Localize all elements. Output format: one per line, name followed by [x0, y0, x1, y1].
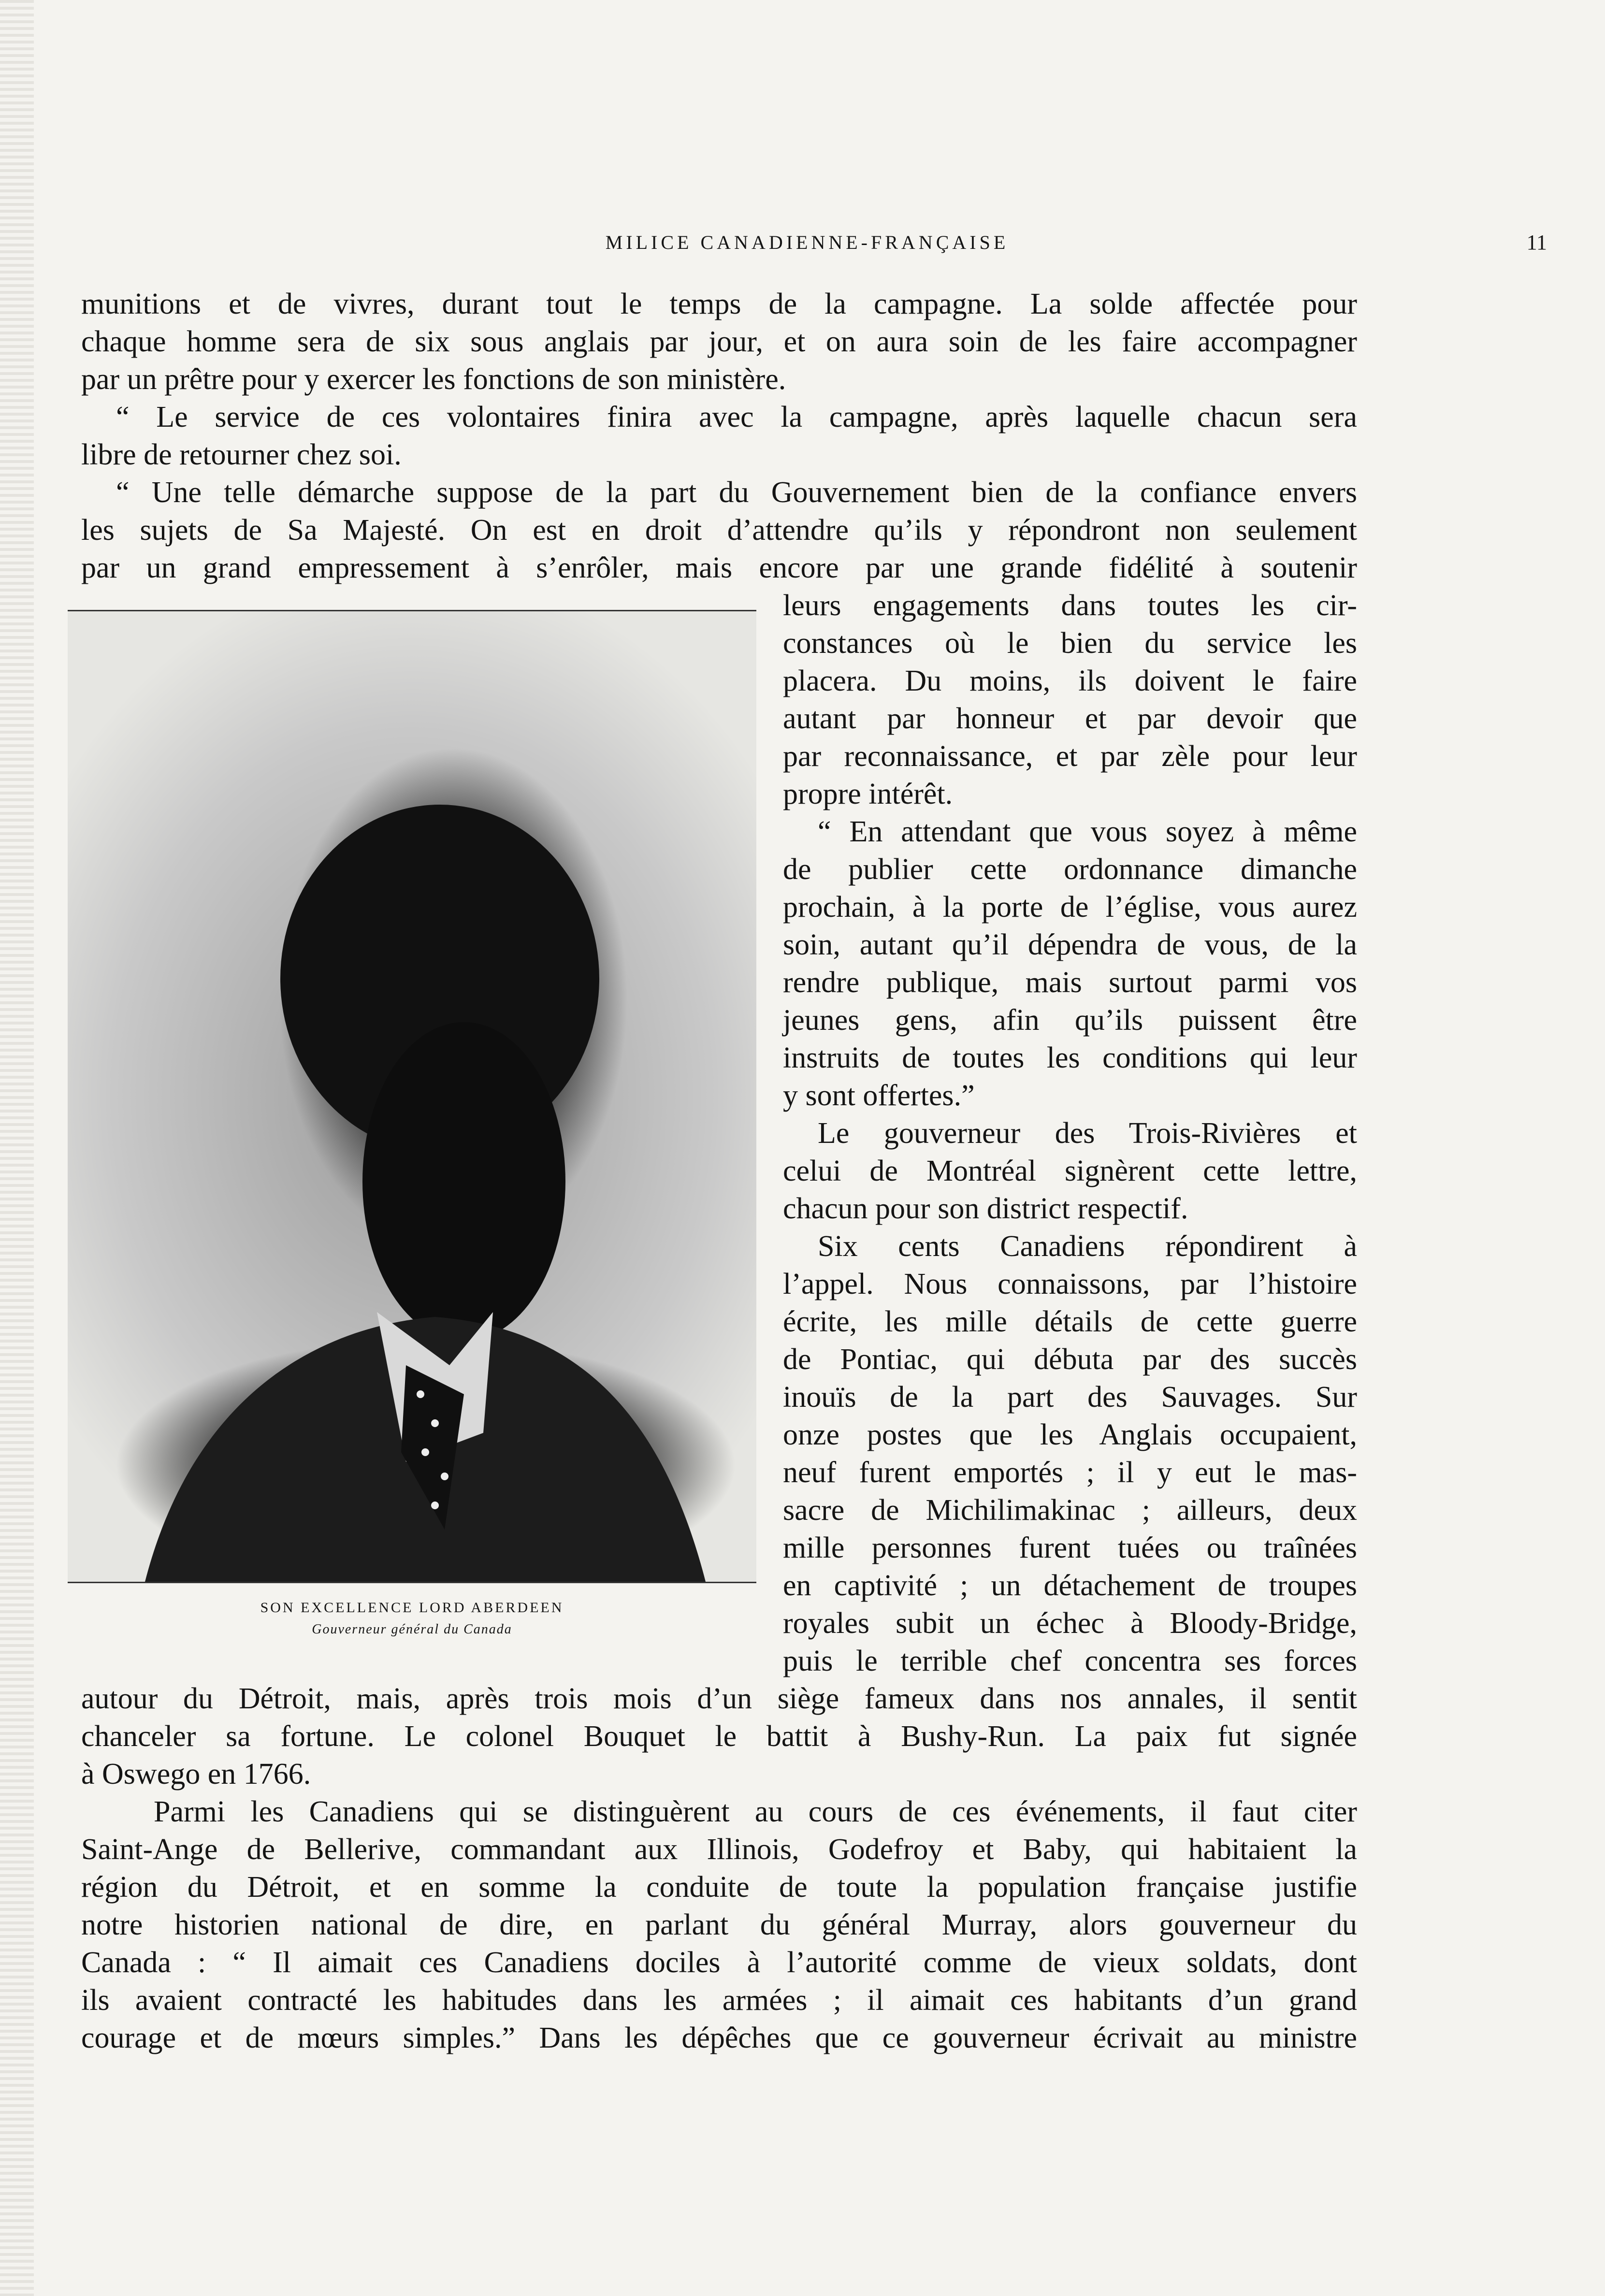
text-line: soin, autant qu’il dépendra de vous, de la [783, 928, 1357, 961]
text-line: Saint-Ange de Bellerive, commandant aux Illinois, Godefroy et Baby, qui habitaient la [81, 1833, 1357, 1866]
text-line: puis le terrible chef concentra ses forces [783, 1645, 1357, 1677]
text-line: onze postes que les Anglais occupaient, [783, 1418, 1357, 1451]
text-line: par un prêtre pour y exercer les fonctions de son ministère. [81, 363, 786, 396]
text-line: courage et de mœurs simples.” Dans les dépêches que ce gouverneur écrivait au ministre [81, 2022, 1357, 2054]
text-line: en captivité ; un détachement de troupes [783, 1569, 1357, 1602]
text-line: “ En attendant que vous soyez à même [818, 815, 1357, 848]
text-line: libre de retourner chez soi. [81, 438, 402, 471]
text-block-top [81, 285, 1357, 587]
text-line: notre historien national de dire, en parlant du général Murray, alors gouverneur du [81, 1908, 1357, 1941]
text-line: écrite, les mille détails de cette guerre [783, 1305, 1357, 1338]
text-line: région du Détroit, et en somme la conduite de toute la population française justifie [81, 1871, 1357, 1904]
text-line: les sujets de Sa Majesté. On est en droit d’attendre qu’ils y répondront non seulement [81, 514, 1357, 547]
text-line: celui de Montréal signèrent cette lettre, [783, 1155, 1357, 1187]
text-line: Six cents Canadiens répondirent à [818, 1230, 1357, 1263]
portrait-photograph [68, 610, 756, 1583]
text-line: munitions et de vivres, durant tout le temps de la campagne. La solde affectée pour [81, 288, 1357, 320]
text-line: à Oswego en 1766. [81, 1758, 311, 1791]
text-line: y sont offertes.” [783, 1079, 975, 1112]
text-line: chaque homme sera de six sous anglais par jour, et on aura soin de les faire accompagner [81, 325, 1357, 358]
text-block-bottom [81, 1680, 1357, 2057]
text-line: jeunes gens, afin qu’ils puissent être [783, 1004, 1357, 1037]
text-line: par un grand empressement à s’enrôler, mais encore par une grande fidélité à soutenir [81, 551, 1357, 584]
text-line: constances où le bien du service les [783, 627, 1357, 660]
text-column [783, 587, 1357, 1680]
text-line: mille personnes furent tuées ou traînées [783, 1531, 1357, 1564]
running-title: MILICE CANADIENNE-FRANÇAISE [605, 231, 1009, 253]
text-line: “ Une telle démarche suppose de la part du Gouvernement bien de la confiance envers [116, 476, 1357, 509]
text-line: de publier cette ordonnance dimanche [783, 853, 1357, 886]
text-line: inouïs de la part des Sauvages. Sur [783, 1381, 1357, 1414]
figure-caption-subtitle: Gouverneur général du Canada [312, 1622, 512, 1637]
text-line: Parmi les Canadiens qui se distinguèrent au cours de ces événements, il faut citer [154, 1795, 1357, 1828]
portrait-photograph-icon [68, 611, 756, 1582]
binding-edge [0, 0, 34, 2296]
text-line: neuf furent emportés ; il y eut le mas- [783, 1456, 1357, 1489]
text-line: sacre de Michilimakinac ; ailleurs, deux [783, 1494, 1357, 1527]
text-line: leurs engagements dans toutes les cir- [783, 589, 1357, 622]
text-line: Canada : “ Il aimait ces Canadiens dociles à l’autorité comme de vieux soldats, dont [81, 1946, 1357, 1979]
text-line: de Pontiac, qui débuta par des succès [783, 1343, 1357, 1376]
text-line: par reconnaissance, et par zèle pour leur [783, 740, 1357, 773]
text-line: autour du Détroit, mais, après trois mois d’un siège fameux dans nos annales, il sentit [81, 1682, 1357, 1715]
text-line: Le gouverneur des Trois-Rivières et [818, 1117, 1357, 1150]
text-line: instruits de toutes les conditions qui leur [783, 1041, 1357, 1074]
text-line: “ Le service de ces volontaires finira avec la campagne, après laquelle chacun sera [116, 401, 1357, 433]
text-line: rendre publique, mais surtout parmi vos [783, 966, 1357, 999]
text-line: autant par honneur et par devoir que [783, 702, 1357, 735]
text-line: chanceler sa fortune. Le colonel Bouquet le battit à Bushy-Run. La paix fut signée [81, 1720, 1357, 1753]
page-number: 11 [1526, 231, 1547, 254]
text-line: ils avaient contracté les habitudes dans les armées ; il aimait ces habitants d’un grand [81, 1984, 1357, 2017]
text-line: placera. Du moins, ils doivent le faire [783, 664, 1357, 697]
text-line: royales subit un échec à Bloody-Bridge, [783, 1607, 1357, 1640]
figure-caption-title: SON EXCELLENCE LORD ABERDEEN [260, 1600, 564, 1616]
text-line: l’appel. Nous connaissons, par l’histoire [783, 1268, 1357, 1300]
text-line: prochain, à la porte de l’église, vous aurez [783, 891, 1357, 924]
text-line: chacun pour son district respectif. [783, 1192, 1188, 1225]
text-line: propre intérêt. [783, 778, 953, 810]
